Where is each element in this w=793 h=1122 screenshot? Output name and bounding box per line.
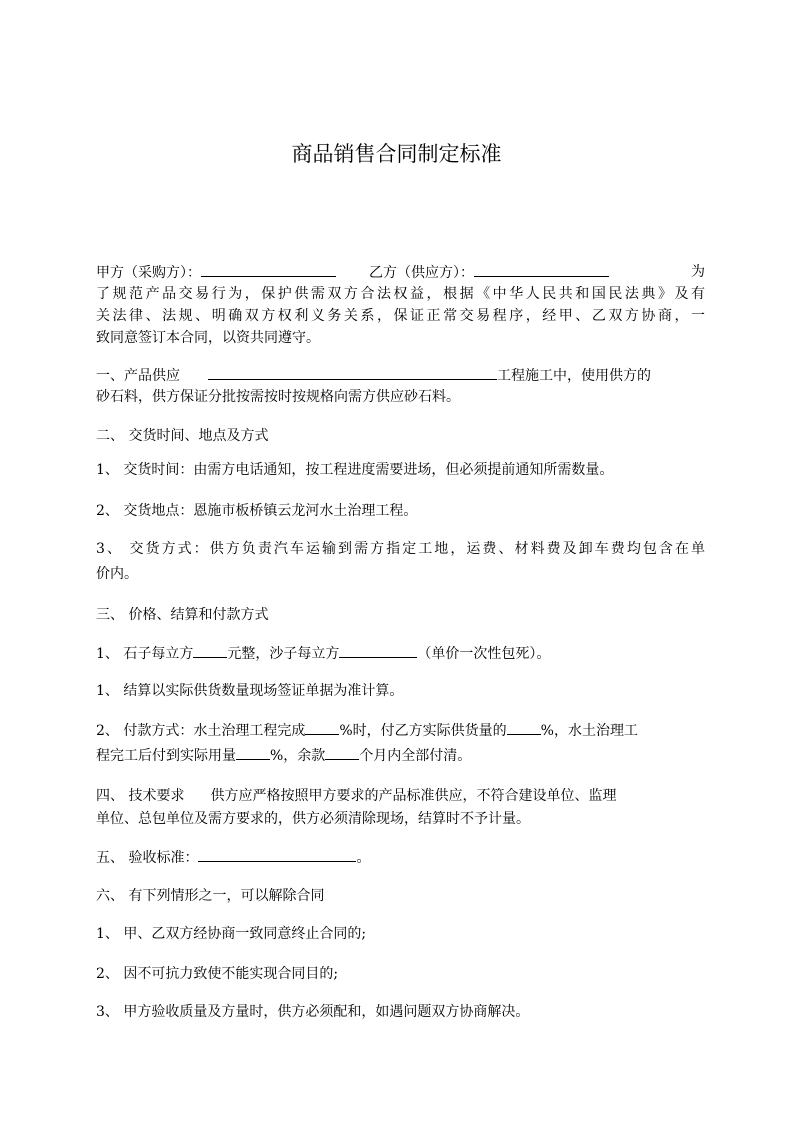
delivery-place: 2、 交货地点：恩施市板桥镇云龙河水土治理工程。 — [96, 503, 418, 519]
termination-item-3: 3、 甲方验收质量及方量时，供方必须配和，如遇问题双方协商解决。 — [96, 1004, 530, 1020]
price-text-c: （单价一次性包死）。 — [417, 646, 551, 662]
section-4-text: 供方应严格按照甲方要求的产品标准供应，不符合建设单位、监理 — [210, 788, 617, 804]
intro-line-1 — [96, 263, 705, 282]
pay-text-e: %，余款 — [270, 748, 326, 764]
pay-text-c: %，水土治理工 — [540, 723, 638, 739]
section-2-heading: 二、 交货时间、地点及方式 — [96, 428, 269, 444]
acceptance-standard-blank — [198, 848, 356, 862]
section-1-label: 一、产品供应 — [96, 368, 180, 384]
delivery-time: 1、 交货时间：由需方电话通知，按工程进度需要进场，但必须提前通知所需数量。 — [96, 462, 614, 478]
pay-text-b: %时，付乙方实际供货量的 — [339, 723, 507, 739]
delivery-method: 3、 交货方式：供方负责汽车运输到需方指定工地，运费、材料费及卸车费均包含在单 — [96, 541, 705, 557]
termination-item-2: 2、 因不可抗力致使不能实现合同目的; — [96, 966, 339, 982]
section-4-line-2: 单位、总包单位及需方要求的，供方必须清除现场，结算时不予计量。 — [96, 811, 530, 827]
sand-price-blank — [339, 644, 417, 658]
intro-line1-end: 为 — [691, 264, 705, 280]
section-1-text: 工程施工中，使用供方的 — [497, 368, 651, 384]
party-a-blank — [201, 263, 336, 277]
section-6-heading: 六、 有下列情形之一，可以解除合同 — [96, 888, 325, 904]
section-5-end: 。 — [356, 850, 371, 866]
completion-pct-blank — [305, 721, 339, 735]
section-4-label: 四、 技术要求 — [96, 788, 185, 804]
section-1-line-1 — [96, 366, 705, 385]
supply-pct-blank — [507, 721, 541, 735]
payment-line-1 — [96, 721, 705, 740]
section-4-line-1 — [96, 787, 705, 805]
section-5 — [96, 848, 705, 867]
section-5-label: 五、 验收标准： — [96, 850, 199, 866]
section-3-heading: 三、 价格、结算和付款方式 — [96, 607, 269, 623]
payment-line-2 — [96, 746, 705, 765]
stone-price-blank — [193, 644, 227, 658]
settlement-line: 1、 结算以实际供货数量现场签证单据为准计算。 — [96, 683, 404, 699]
document-title: 商品销售合同制定标准 — [291, 142, 502, 166]
months-blank — [325, 746, 359, 760]
project-name-blank — [208, 366, 497, 380]
party-b-label: 乙方（供应方）： — [369, 265, 474, 281]
pay-text-f: 个月内全部付清。 — [359, 748, 472, 764]
pay-text-d: 程完工后付到实际用量 — [96, 748, 236, 764]
price-text-a: 1、 石子每立方 — [96, 646, 194, 662]
intro-line-4: 致同意签订本合同，以资共同遵守。 — [96, 330, 320, 346]
party-b-blank — [474, 263, 609, 277]
price-text-b: 元整，沙子每立方 — [227, 646, 340, 662]
price-line — [96, 644, 705, 663]
intro-line-3: 关法律、法规、明确双方权利义务关系，保证正常交易程序，经甲、乙双方协商，一 — [96, 308, 705, 324]
usage-pct-blank — [236, 746, 270, 760]
section-1-line-2: 砂石料，供方保证分批按需按时按规格向需方供应砂石料。 — [96, 389, 460, 405]
party-a-label: 甲方（采购方）： — [96, 265, 201, 281]
delivery-method-cont: 价内。 — [96, 566, 138, 582]
termination-item-1: 1、 甲、乙双方经协商一致同意终止合同的; — [96, 926, 367, 942]
pay-text-a: 2、 付款方式：水土治理工程完成 — [96, 723, 306, 739]
intro-line-2: 了规范产品交易行为，保护供需双方合法权益，根据《中华人民共和国民法典》及有 — [96, 286, 705, 302]
